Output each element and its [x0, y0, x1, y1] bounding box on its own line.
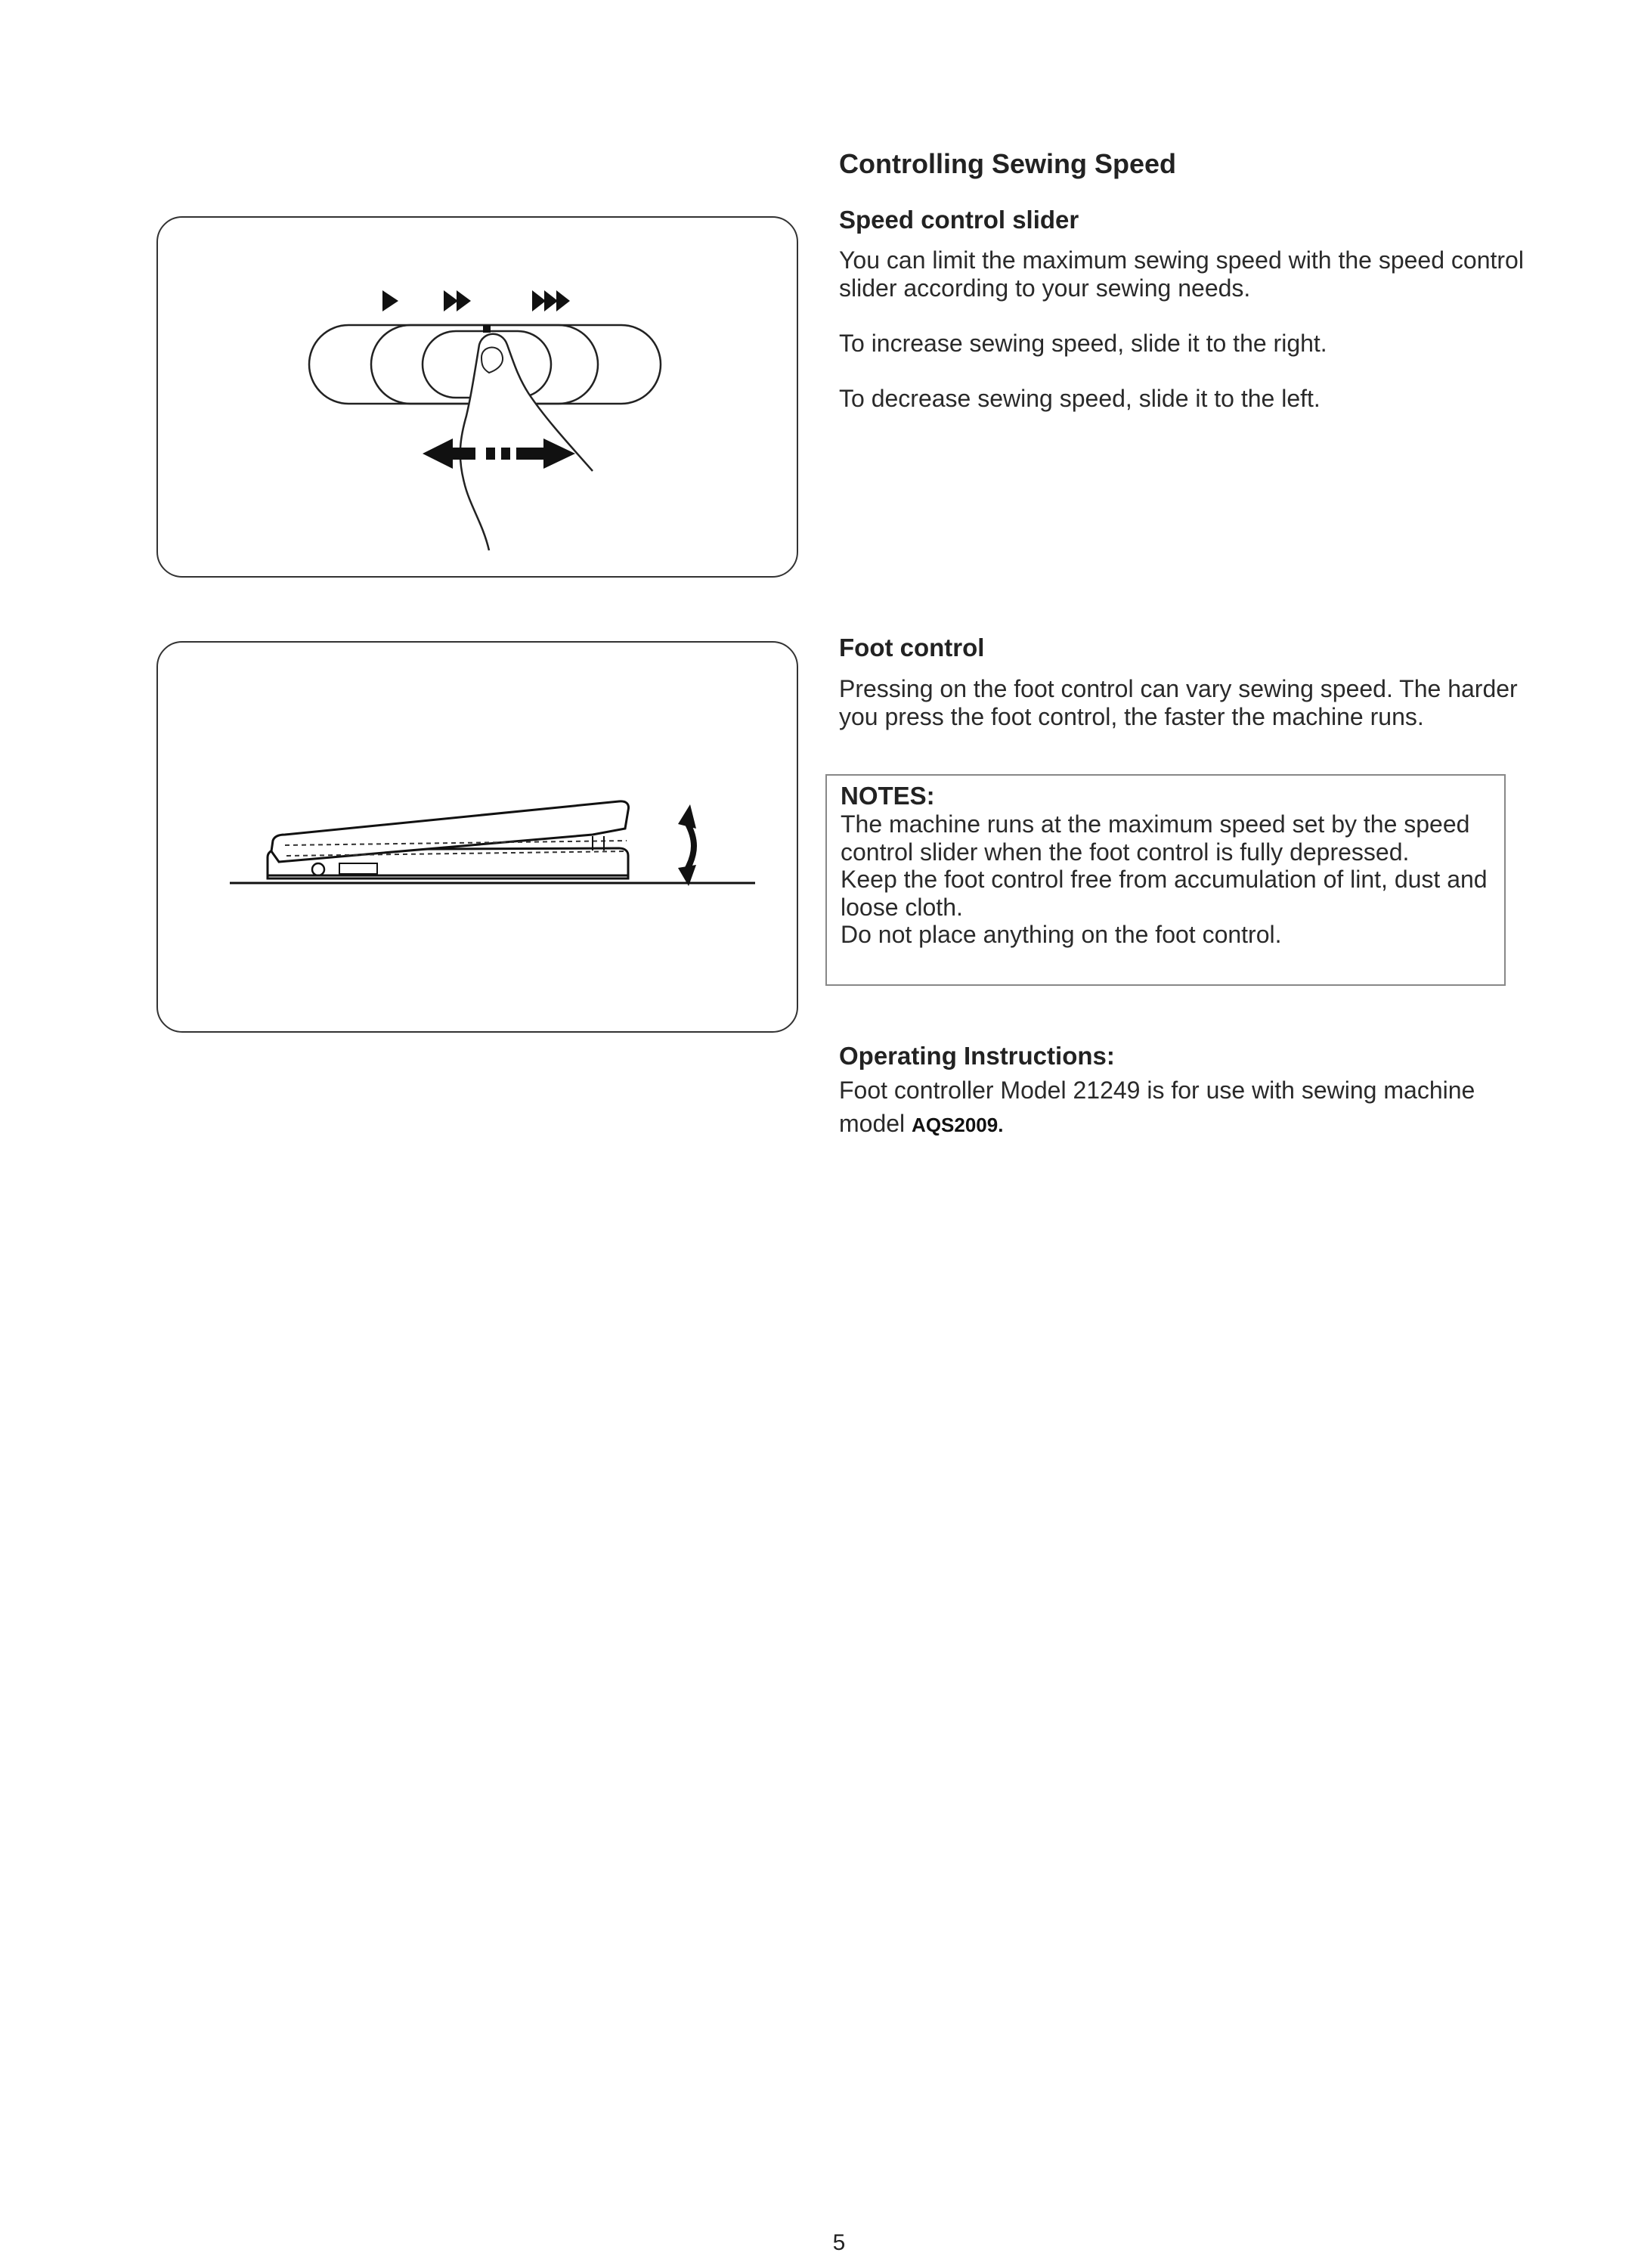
operating-instructions-heading: Operating Instructions:: [839, 1042, 1115, 1070]
notes-box: [825, 774, 1506, 986]
press-direction-arrow: [678, 804, 696, 886]
speed-slider-paragraph-2: To increase sewing speed, slide it to the right.: [839, 330, 1327, 357]
operating-instructions-text: [839, 1074, 1534, 1142]
speed-slider-illustration: [156, 216, 798, 578]
speed-indicator-icons: [382, 290, 570, 311]
page-title: Controlling Sewing Speed: [839, 148, 1177, 179]
machine-model-number: AQS2009.: [912, 1114, 1004, 1136]
page-number: 5: [832, 2230, 846, 2255]
foot-control-description: Pressing on the foot control can vary sewing speed. The harder you press the foot control, the faster the machine runs.: [839, 675, 1518, 730]
foot-control-illustration: [156, 641, 798, 1033]
notes-title: NOTES:: [841, 782, 935, 810]
medium-speed-icon-a: [444, 290, 458, 311]
medium-speed-icon-b: [457, 290, 471, 311]
operating-instructions-sentence: Foot controller Model 21249 is for use with sewing machine model: [839, 1077, 1475, 1137]
fast-speed-icon: [556, 290, 570, 311]
slow-speed-icon: [382, 290, 398, 311]
speed-slider-paragraph-3: To decrease sewing speed, slide it to the left.: [839, 385, 1321, 412]
foot-control-heading: Foot control: [839, 634, 985, 662]
notes-line-2: Keep the foot control free from accumulation of lint, dust and loose cloth.: [841, 866, 1488, 921]
notes-line-1: The machine runs at the maximum speed set by the speed control slider when the foot control is fully depressed.: [841, 810, 1470, 866]
speed-slider-heading: Speed control slider: [839, 206, 1079, 234]
speed-slider-paragraph-1: You can limit the maximum sewing speed with the speed control slider according to your sewing needs.: [839, 246, 1524, 302]
speed-slider-description: [839, 246, 1534, 413]
notes-line-3: Do not place anything on the foot control.: [841, 921, 1282, 948]
